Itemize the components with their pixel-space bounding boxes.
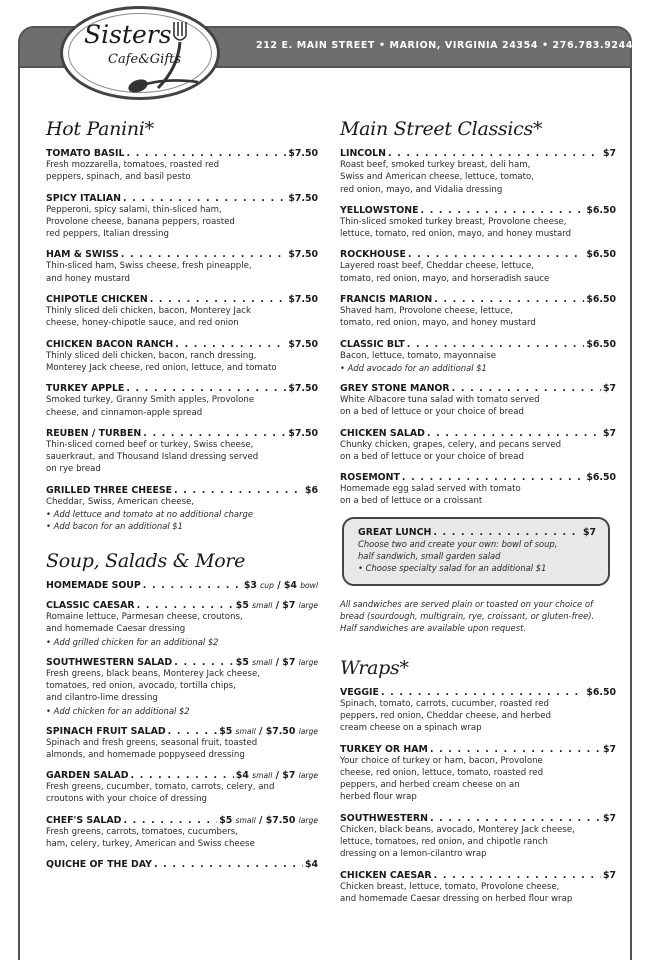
menu-item-description: Thinly sliced deli chicken, bacon, Monterey Jack	[46, 306, 251, 317]
menu-item-dots	[434, 294, 584, 305]
menu-item-name: CHICKEN BACON RANCH	[46, 338, 174, 350]
left-column	[46, 118, 318, 879]
menu-item-name: CHEF'S SALAD	[46, 814, 122, 826]
menu-item-description: and homemade Caesar dressing on herbed flour wrap	[340, 893, 573, 904]
menu-item	[46, 485, 318, 532]
menu-item-description: peppers, red onion, Cheddar cheese, and herbed	[340, 710, 552, 721]
menu-item-description: Fresh greens, black beans, Monterey Jack cheese,	[46, 668, 261, 679]
price-small: $5	[219, 814, 233, 826]
menu-item-dots	[137, 600, 234, 611]
size-label: bowl	[300, 581, 318, 591]
menu-item-description: Pepperoni, spicy salami, thin-sliced ham,	[46, 204, 222, 215]
menu-item-description: Cheddar, Swiss, American cheese,	[46, 496, 195, 507]
size-label: cup	[260, 581, 274, 591]
great-lunch-name: GREAT LUNCH	[358, 526, 432, 538]
disclaimer-line: All sandwiches are served plain or toasted on your choice of	[340, 598, 593, 609]
menu-item-description: Shaved ham, Provolone cheese, lettuce,	[340, 306, 513, 317]
menu-item-dots	[123, 193, 286, 204]
menu-item-name: TOMATO BASIL	[46, 148, 125, 159]
menu-item-description: red peppers, Italian dressing	[46, 229, 169, 240]
menu-item-note: • Add grilled chicken for an additional $2	[46, 636, 219, 647]
menu-item-description: Provolone cheese, banana peppers, roasted	[46, 216, 235, 227]
menu-item-dots	[121, 249, 287, 260]
menu-item-description: on a bed of lettuce or a croissant	[340, 496, 483, 507]
main-street-list	[340, 148, 616, 508]
menu-item-price: $5 small / $7.50 large	[219, 725, 318, 737]
menu-item-price: $6.50	[586, 686, 616, 698]
menu-item-price: $4 small / $7 large	[235, 770, 318, 782]
menu-item	[340, 472, 616, 508]
menu-item-price: $7.50	[288, 338, 318, 350]
menu-item	[340, 205, 616, 241]
size-label: large	[298, 771, 318, 781]
menu-item-description: lettuce, tomato, red onion, mayo, and honey mustard	[340, 229, 572, 240]
menu-item-price: $3 cup / $4 bowl	[243, 580, 318, 592]
menu-item-price: $7	[602, 869, 616, 881]
price-large: $4	[283, 580, 297, 592]
menu-item-name: ROCKHOUSE	[340, 249, 406, 261]
header-address: 212 E. MAIN STREET • MARION, VIRGINIA 24354 • 276.783.9244	[256, 40, 634, 51]
menu-item	[46, 249, 318, 285]
menu-item-description: ham, celery, turkey, American and Swiss cheese	[46, 839, 255, 850]
price-small: $5	[235, 656, 249, 668]
menu-item-price: $6.50	[586, 204, 616, 216]
menu-item-name: YELLOWSTONE	[340, 204, 419, 216]
price-small: $5	[219, 725, 233, 737]
menu-item-line	[340, 294, 616, 305]
menu-item-description: Thinly sliced deli chicken, bacon, ranch dressing,	[46, 350, 257, 361]
menu-item-description: Fresh mozzarella, tomatoes, roasted red	[46, 160, 220, 170]
menu-item-name: LINCOLN	[340, 148, 386, 159]
menu-item-dots	[452, 383, 601, 394]
menu-item-dots	[434, 870, 601, 881]
price-small: $4	[235, 770, 249, 782]
menu-item	[340, 383, 616, 419]
menu-item-price: $6.50	[586, 249, 616, 261]
menu-item-description: on a bed of lettuce or your choice of bread	[340, 451, 524, 462]
menu-item-name: SOUTHWESTERN	[340, 812, 428, 824]
price-large: $7	[282, 656, 296, 668]
menu-item-dots	[154, 859, 303, 870]
menu-item-dots	[126, 383, 286, 394]
size-label: large	[298, 726, 318, 736]
menu-item-dots	[381, 687, 584, 698]
menu-item-dots	[143, 580, 242, 591]
menu-item-line	[46, 580, 318, 591]
size-label: small	[235, 815, 256, 825]
menu-item-description: tomato, red onion, mayo, and honey mustard	[340, 318, 536, 329]
menu-item-description: Thin-sliced ham, Swiss cheese, fresh pineapple,	[46, 261, 252, 272]
main-street-title: Main Street Classics*	[340, 118, 543, 140]
menu-item	[46, 339, 318, 375]
menu-item	[46, 657, 318, 717]
sandwich-disclaimer	[340, 598, 616, 635]
menu-item-note: • Add avocado for an additional $1	[340, 362, 487, 373]
menu-item	[340, 294, 616, 330]
menu-item-price: $7.50	[288, 294, 318, 306]
menu-item-name: QUICHE OF THE DAY	[46, 859, 152, 871]
menu-item-line	[46, 428, 318, 439]
soup-salads-list	[46, 580, 318, 870]
menu-item-name: HOMEMADE SOUP	[46, 580, 141, 592]
great-lunch-line	[358, 527, 596, 538]
menu-item-price: $7	[602, 148, 616, 159]
great-lunch-price: $7	[582, 526, 596, 538]
size-label: small	[235, 726, 256, 736]
menu-item-dots	[408, 249, 584, 260]
menu-item-description: Layered roast beef, Cheddar cheese, lettuce,	[340, 261, 534, 272]
menu-item-description: almonds, and homemade poppyseed dressing	[46, 749, 245, 760]
price-large: $7	[282, 770, 296, 782]
menu-item-line	[46, 485, 318, 496]
price-small: $5	[235, 600, 249, 612]
menu-item-description: Thin-sliced smoked turkey breast, Provolone cheese,	[340, 216, 567, 227]
menu-item-description: Roast beef, smoked turkey breast, deli ham,	[340, 160, 531, 170]
menu-item-dots	[427, 428, 601, 439]
logo-subtitle: Cafe&Gifts	[108, 52, 182, 67]
menu-item-description: Bacon, lettuce, tomato, mayonnaise	[340, 350, 497, 361]
menu-item-dots	[407, 339, 585, 350]
menu-item-name: CHICKEN CAESAR	[340, 869, 432, 881]
menu-item	[46, 859, 318, 870]
menu-item-price: $6.50	[586, 338, 616, 350]
menu-item-price: $7.50	[288, 249, 318, 261]
menu-item-dots	[430, 744, 601, 755]
menu-item-line	[46, 859, 318, 870]
great-lunch-box	[342, 517, 610, 586]
menu-item	[46, 148, 318, 184]
size-label: large	[298, 601, 318, 611]
menu-item-line	[340, 428, 616, 439]
menu-item-description: lettuce, tomatoes, red onion, and chipotle ranch	[340, 837, 548, 848]
menu-item-dots	[174, 485, 303, 496]
menu-item-price: $5 small / $7 large	[235, 600, 318, 612]
menu-item-price: $6.50	[586, 294, 616, 306]
menu-item-description: tomatoes, red onion, avocado, tortilla chips,	[46, 680, 236, 691]
menu-item-dots	[150, 294, 287, 305]
menu-item-price: $7.50	[288, 148, 318, 159]
menu-item-line	[46, 726, 318, 737]
menu-item-description: cheese, red onion, lettuce, tomato, roasted red	[340, 767, 544, 778]
menu-item	[46, 428, 318, 476]
menu-item-description: Your choice of turkey or ham, bacon, Provolone	[340, 755, 543, 766]
menu-item-description: peppers, and herbed cream cheese on an	[340, 780, 520, 791]
menu-item-description: and homemade Caesar dressing	[46, 624, 186, 635]
size-label: large	[298, 815, 318, 825]
menu-item-name: GARDEN SALAD	[46, 770, 129, 782]
menu-item-name: CLASSIC CAESAR	[46, 600, 135, 612]
menu-item-description: White Albacore tuna salad with tomato served	[340, 394, 540, 405]
menu-item	[340, 813, 616, 861]
menu-item-note: • Add chicken for an additional $2	[46, 705, 190, 716]
menu-item-price: $6.50	[586, 472, 616, 484]
menu-item-price: $7	[602, 812, 616, 824]
hot-panini-title: Hot Panini*	[46, 118, 154, 140]
menu-item-name: CHICKEN SALAD	[340, 427, 425, 439]
menu-item-dots	[143, 428, 286, 439]
menu-item	[46, 193, 318, 241]
menu-item-name: SPICY ITALIAN	[46, 192, 122, 204]
menu-item	[340, 428, 616, 464]
menu-item-line	[340, 249, 616, 260]
menu-item-name: REUBEN / TURBEN	[46, 427, 142, 439]
menu-item-dots	[174, 657, 234, 668]
menu-item-line	[46, 294, 318, 305]
wraps-title: Wraps*	[340, 656, 409, 679]
menu-item-price: $7	[602, 427, 616, 439]
disclaimer-line: bread (sourdough, multigrain, rye, croissant, or gluten-free).	[340, 611, 595, 622]
menu-item-description: croutons with your choice of dressing	[46, 794, 207, 805]
menu-item-price: $7	[602, 743, 616, 755]
menu-item-description: Chicken, black beans, avocado, Monterey Jack cheese,	[340, 824, 575, 835]
menu-item-description: Romaine lettuce, Parmesan cheese, croutons,	[46, 612, 243, 623]
menu-item-line	[340, 870, 616, 881]
menu-item	[340, 339, 616, 374]
menu-item-description: herbed flour wrap	[340, 792, 417, 803]
menu-item-description: Thin-sliced corned beef or turkey, Swiss cheese,	[46, 439, 254, 450]
menu-item-description: sauerkraut, and Thousand Island dressing served	[46, 452, 259, 463]
menu-item-name: HAM & SWISS	[46, 249, 119, 261]
menu-item-note: • Add bacon for an additional $1	[46, 521, 183, 532]
great-lunch-dots	[433, 527, 581, 538]
menu-item-description: Chicken breast, lettuce, tomato, Provolone cheese,	[340, 881, 560, 892]
menu-item-line	[340, 339, 616, 350]
menu-item-name: ROSEMONT	[340, 472, 400, 484]
menu-item-line	[340, 813, 616, 824]
great-lunch-line-1: Choose two and create your own: bowl of soup,	[358, 538, 558, 549]
menu-item	[46, 770, 318, 806]
menu-item-description: Monterey Jack cheese, red onion, lettuce, and tomato	[46, 362, 277, 373]
menu-item	[340, 870, 616, 906]
menu-item-note: • Add lettuce and tomato at no additional charge	[46, 509, 253, 520]
menu-item-name: FRANCIS MARION	[340, 294, 433, 306]
menu-item-description: Chunky chicken, grapes, celery, and pecans served	[340, 439, 562, 450]
menu-item-description: peppers, spinach, and basil pesto	[46, 172, 191, 183]
menu-item-price: $7.50	[288, 192, 318, 204]
menu-item-dots	[168, 726, 218, 737]
menu-item-name: GRILLED THREE CHEESE	[46, 484, 173, 496]
menu-item-line	[46, 249, 318, 260]
menu-item-name: GREY STONE MANOR	[340, 382, 450, 394]
menu-item	[46, 726, 318, 762]
menu-item	[46, 383, 318, 419]
menu-item-line	[46, 657, 318, 668]
menu-item-description: Homemade egg salad served with tomato	[340, 484, 521, 495]
menu-item-description: red onion, mayo, and Vidalia dressing	[340, 184, 503, 195]
menu-item	[340, 744, 616, 804]
menu-item-description: cheese, honey-chipotle sauce, and red onion	[46, 318, 239, 329]
menu-item	[46, 580, 318, 591]
soup-salads-title: Soup, Salads & More	[46, 550, 246, 573]
menu-item-price: $4	[304, 859, 318, 871]
size-label: small	[252, 601, 273, 611]
menu-item-name: CHIPOTLE CHICKEN	[46, 294, 148, 306]
menu-item-description: cream cheese on a spinach wrap	[340, 723, 482, 734]
price-small: $3	[243, 580, 257, 592]
menu-item-dots	[123, 815, 217, 826]
menu-item	[340, 148, 616, 196]
menu-item-price: $7.50	[288, 383, 318, 395]
wraps-list	[340, 687, 616, 906]
right-column	[340, 118, 616, 914]
menu-item-line	[340, 205, 616, 216]
menu-item-name: TURKEY APPLE	[46, 383, 125, 395]
menu-item-line	[46, 383, 318, 394]
menu-item-dots	[175, 339, 286, 350]
menu-item-price: $7	[602, 382, 616, 394]
menu-item-name: VEGGIE	[340, 686, 379, 698]
disclaimer-line: Half sandwiches are available upon request.	[340, 623, 527, 634]
hot-panini-list	[46, 148, 318, 532]
menu-item-description: Fresh greens, cucumber, tomato, carrots, celery, and	[46, 782, 275, 793]
menu-item-description: Fresh greens, carrots, tomatoes, cucumbers,	[46, 826, 238, 837]
menu-item-description: and cilantro-lime dressing	[46, 693, 158, 704]
size-label: small	[252, 657, 273, 667]
menu-item-line	[340, 148, 616, 159]
menu-item-name: SOUTHWESTERN SALAD	[46, 656, 173, 668]
menu-item	[46, 600, 318, 648]
menu-item	[46, 815, 318, 851]
menu-item-line	[46, 600, 318, 611]
menu-item-name: TURKEY OR HAM	[340, 743, 428, 755]
menu-item-dots	[420, 205, 584, 216]
price-large: $7.50	[265, 725, 296, 737]
great-lunch-line-2: half sandwich, small garden salad	[358, 550, 501, 561]
menu-item-name: CLASSIC BLT	[340, 338, 405, 350]
menu-item-description: and honey mustard	[46, 273, 130, 284]
menu-item-price: $7.50	[288, 427, 318, 439]
menu-item-price: $6	[304, 484, 318, 496]
menu-item-dots	[126, 148, 286, 159]
menu-item-description: Swiss and American cheese, lettuce, tomato,	[340, 172, 535, 183]
menu-item-line	[46, 193, 318, 204]
logo-title: Sisters	[84, 20, 172, 49]
menu-item-description: Smoked turkey, Granny Smith apples, Provolone	[46, 395, 255, 406]
size-label: large	[298, 657, 318, 667]
menu-item-line	[46, 770, 318, 781]
menu-item-line	[340, 383, 616, 394]
menu-item-line	[340, 744, 616, 755]
menu-item-dots	[131, 770, 234, 781]
menu-item-description: on rye bread	[46, 464, 101, 475]
price-large: $7.50	[265, 814, 296, 826]
menu-item-description: on a bed of lettuce or your choice of bread	[340, 407, 524, 418]
menu-item-price: $5 small / $7 large	[235, 656, 318, 668]
menu-item-line	[46, 148, 318, 159]
menu-item-name: SPINACH FRUIT SALAD	[46, 725, 166, 737]
price-large: $7	[282, 600, 296, 612]
menu-item-dots	[402, 472, 584, 483]
menu-item	[340, 687, 616, 735]
great-lunch-line-3: • Choose specialty salad for an additional $1	[358, 562, 547, 573]
menu-item-line	[46, 339, 318, 350]
menu-item-description: tomato, red onion, mayo, and horseradish sauce	[340, 273, 550, 284]
menu-item-line	[340, 687, 616, 698]
menu-item-dots	[388, 148, 601, 159]
menu-item-description: dressing on a lemon-cilantro wrap	[340, 849, 487, 860]
size-label: small	[252, 771, 273, 781]
menu-item-line	[340, 472, 616, 483]
menu-item-price: $5 small / $7.50 large	[219, 814, 318, 826]
menu-item-description: Spinach, tomato, carrots, cucumber, roasted red	[340, 698, 550, 709]
menu-item	[46, 294, 318, 330]
menu-item-line	[46, 815, 318, 826]
menu-item-description: cheese, and cinnamon-apple spread	[46, 407, 203, 418]
menu-item-description: Spinach and fresh greens, seasonal fruit, toasted	[46, 737, 258, 748]
menu-item	[340, 249, 616, 285]
menu-item-dots	[430, 813, 601, 824]
